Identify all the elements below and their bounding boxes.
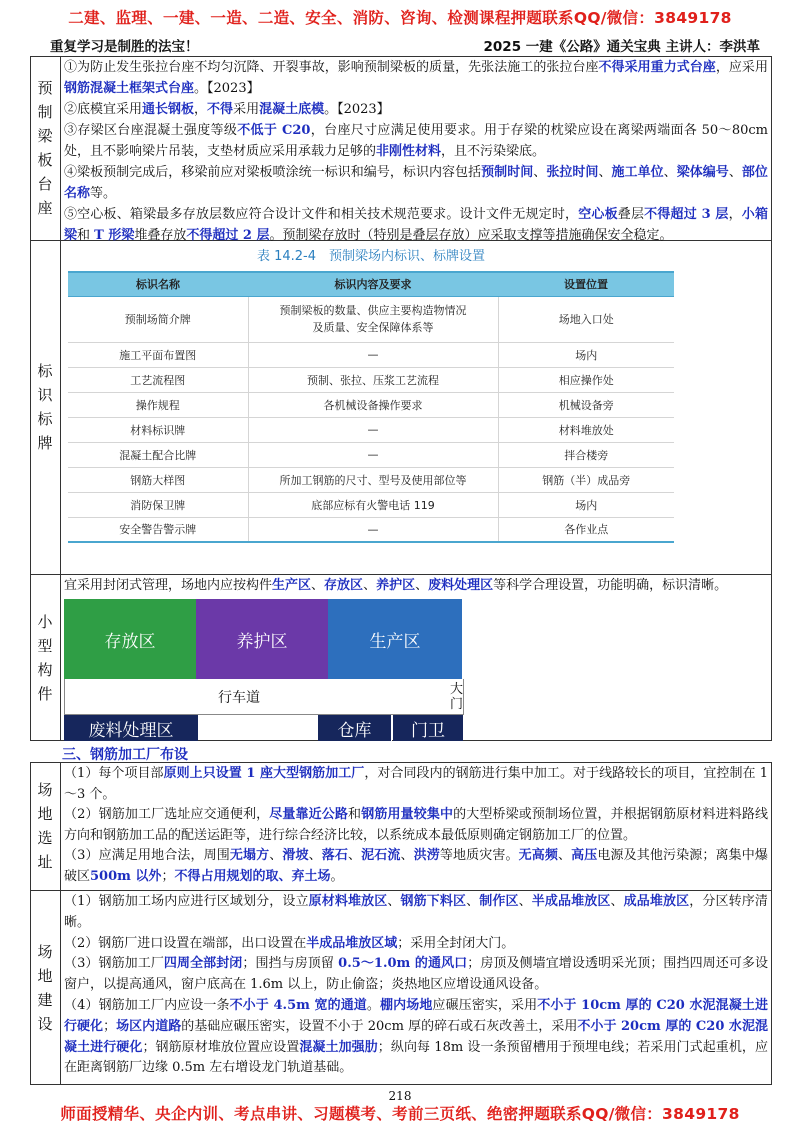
label-char: 座 [37,199,53,217]
table-row [68,417,674,442]
label-char: 地 [37,805,53,823]
label-char: 件 [37,684,53,703]
sign-position-cell: 拌合楼旁 [498,442,674,467]
gate-char: 门 [450,697,464,712]
small-components-text: 宜采用封闭式管理，场地内应按构件生产区、存放区、养护区、废料处理区等科学合理设置，功能明确，标识清晰。 [64,578,728,593]
content-line: 底部应标有火警电话 119 [311,498,435,512]
sign-position-cell: 场内 [498,342,674,367]
item-3: ③存梁区台座混凝土强度等级不低于 C20，台座尺寸应满足使用要求。用于存梁的枕梁应设在离梁两端面各 50～80cm 处，且不影响梁片吊装，支垫材质应采用承载力足够的非刚性材料，且不污染梁底。 [64,123,768,159]
table-row [68,517,674,542]
table-row [68,342,674,367]
section-heading-rebar-plant: 三、钢筋加工厂布设 [62,747,188,763]
signage-table-figure [68,245,674,563]
page-header [50,35,760,55]
label-char: 台 [37,175,53,193]
sign-name-cell: 工艺流程图 [68,367,248,392]
sign-content-cell [248,442,498,467]
lower-label-divider [60,762,61,1085]
sign-content-cell [248,296,498,342]
sign-content-cell [248,342,498,367]
label-char: 型 [37,636,53,655]
item-2: （2）钢筋加工厂选址应交通便利，尽量靠近公路和钢筋用量较集中的大型桥梁或预制场位置，并根据钢筋原材料进料路线方向和钢筋加工品的配送运距等，进行综合经济比较，以系统成本最低原则确定钢筋加工厂的位置。 [64,807,768,843]
divider-3 [30,890,772,891]
upper-label-divider [60,56,61,741]
item-4: （4）钢筋加工厂内应设一条不小于 4.5m 宽的通道。棚内场地应碾压密实，采用不小于 10cm 厚的 C20 水泥混凝土进行硬化；场区内道路的基础应碾压密实，设置不小于 20cm 厚的碎石或石灰改善土，采用不小于 20cm 厚的 C20 水泥混凝土进行硬化；钢筋原材堆放位置应设置混凝土加强肋；纵向每 18m 设一条预留槽用于预埋电线；若采用门式起重机，应在距离钢筋厂边缘 0.5m 左右增设龙门轨道基础。 [64,997,768,1076]
section-label-prefab-pedestal [30,56,60,240]
section-label-site-construction [30,890,60,1085]
item-1: ①为防止发生张拉台座不均匀沉降、开裂事故，影响预制梁板的质量，先张法施工的张拉台座不得采用重力式台座，应采用钢筋混凝土框架式台座。【2023】 [64,60,768,96]
table-header-row [68,272,674,296]
curing-zone: 养护区 [196,599,328,679]
promo-banner-top: 二建、监理、一建、一造、二造、安全、消防、咨询、检测课程押题联系QQ/微信：3849178 [68,9,732,27]
sign-name-cell: 消防保卫牌 [68,492,248,517]
header-motto: 重复学习是制胜的法宝！ [50,39,199,55]
label-char: 选 [37,829,53,847]
label-char: 梁 [37,127,53,145]
table-row [68,367,674,392]
label-char: 小 [37,612,53,631]
label-char: 地 [37,966,53,985]
sign-content-cell [248,467,498,492]
main-gate-label [450,682,463,712]
table-row [68,492,674,517]
storage-zone: 存放区 [64,599,196,679]
waste-zone: 废料处理区 [64,715,198,741]
section-label-site-selection [30,762,60,890]
label-char: 场 [37,781,53,799]
sign-name-cell: 混凝土配合比牌 [68,442,248,467]
guard-zone: 门卫 [393,715,463,741]
sign-position-cell: 钢筋（半）成品旁 [498,467,674,492]
production-zone: 生产区 [328,599,462,679]
header-book-title: 2025 一建《公路》通关宝典 主讲人：李洪革 [483,39,760,55]
sign-position-cell: 场内 [498,492,674,517]
table-row [68,392,674,417]
item-1: （1）每个项目部原则上只设置 1 座大型钢筋加工厂，对合同段内的钢筋进行集中加工。对于线路较长的项目，宜控制在 1～3 个。 [64,766,768,802]
site-selection-text [64,764,768,887]
site-construction-text [64,892,768,1079]
signage-table-title: 表 14.2-4 预制梁场内标识、标牌设置 [256,249,486,264]
label-char: 板 [37,151,53,169]
sign-name-cell: 安全警告警示牌 [68,517,248,542]
label-char: 标 [37,410,53,428]
label-char: 构 [37,660,53,679]
content-line: — [367,348,379,361]
sign-content-cell [248,492,498,517]
label-char: 设 [37,1014,53,1033]
sign-name-cell: 操作规程 [68,392,248,417]
item-1: （1）钢筋加工场内应进行区域划分，设立原材料堆放区、钢筋下料区、制作区、半成品堆放区、成品堆放区，分区转序清晰。 [64,894,768,930]
sign-content-cell [248,367,498,392]
sign-name-cell: 材料标识牌 [68,417,248,442]
signage-table [68,271,674,543]
column-header: 设置位置 [498,272,674,296]
table-row [68,296,674,342]
label-char: 建 [37,990,53,1009]
column-header: 标识名称 [68,272,248,296]
sign-content-cell [248,417,498,442]
promo-banner-bottom: 师面授精华、央企内训、考点串讲、习题模考、考前三页纸、绝密押题联系QQ/微信：3849178 [60,1105,740,1123]
section-label-small-components [30,574,60,741]
gate-char: 大 [450,682,464,697]
label-char: 场 [37,942,53,961]
sign-content-cell [248,517,498,542]
label-char: 识 [37,386,53,404]
sign-name-cell: 钢筋大样图 [68,467,248,492]
label-char: 标 [37,362,53,380]
label-char: 预 [37,79,53,97]
page-number: 218 [388,1089,412,1103]
content-line: — [367,448,379,461]
item-4: ④梁板预制完成后，移梁前应对梁板喷涂统一标识和编号，标识内容包括预制时间、张拉时间、施工单位、梁体编号、部位名称等。 [64,165,768,201]
sign-content-cell [248,392,498,417]
sign-position-cell: 机械设备旁 [498,392,674,417]
road-strip [64,679,464,715]
item-2: （2）钢筋厂进口设置在端部，出口设置在半成品堆放区域；采用全封闭大门。 [64,935,515,951]
item-3: （3）钢筋加工厂四周全部封闭；围挡与房顶留 0.5～1.0m 的通风口；房顶及侧墙宜增设透明采光顶；围挡四周还可多设窗户，以提高通风，窗户底高在 1.6m 以上，防止偷盗；炎热地区应增设通风设备。 [64,956,768,993]
label-char: 制 [37,103,53,121]
sign-position-cell: 材料堆放处 [498,417,674,442]
warehouse-zone: 仓库 [318,715,392,741]
content-line: — [367,423,379,436]
sign-position-cell: 相应操作处 [498,367,674,392]
label-char: 址 [37,853,53,871]
content-line: 及质量、安全保障体系等 [312,321,434,334]
table-row [68,442,674,467]
column-header: 标识内容及要求 [248,272,498,296]
content-line: — [367,522,379,536]
sign-name-cell: 预制场简介牌 [68,296,248,342]
prefab-pedestal-text [64,57,768,246]
content-line: 预制、张拉、压浆工艺流程 [307,373,439,387]
road-label: 行车道 [218,690,260,706]
table-row [68,467,674,492]
sign-position-cell: 各作业点 [498,517,674,542]
content-line: 预制梁板的数量、供应主要构造物情况 [279,304,467,317]
content-line: 各机械设备操作要求 [323,398,423,412]
item-5: ⑤空心板、箱梁最多存放层数应符合设计文件和相关技术规范要求。设计文件无规定时，空心板叠层不得超过 3 层，小箱梁和 T 形梁堆叠存放不得超过 2 层。预制梁存放时（特别是叠层存放）应采取支撑等措施确保安全稳定。 [64,207,768,243]
item-3: （3）应满足用地合法，周围无塌方、滑坡、落石、泥石流、洪涝等地质灾害。无高频、高压电源及其他污染源；离集中爆破区500m 以外；不得占用规划的取、弃土场。 [64,848,768,884]
sign-position-cell: 场地入口处 [498,296,674,342]
label-char: 牌 [37,434,53,452]
section-label-signage [30,240,60,574]
item-2: ②底模宜采用通长钢板，不得采用混凝土底模。【2023】 [64,102,390,117]
content-line: 所加工钢筋的尺寸、型号及使用部位等 [279,473,467,487]
sign-name-cell: 施工平面布置图 [68,342,248,367]
